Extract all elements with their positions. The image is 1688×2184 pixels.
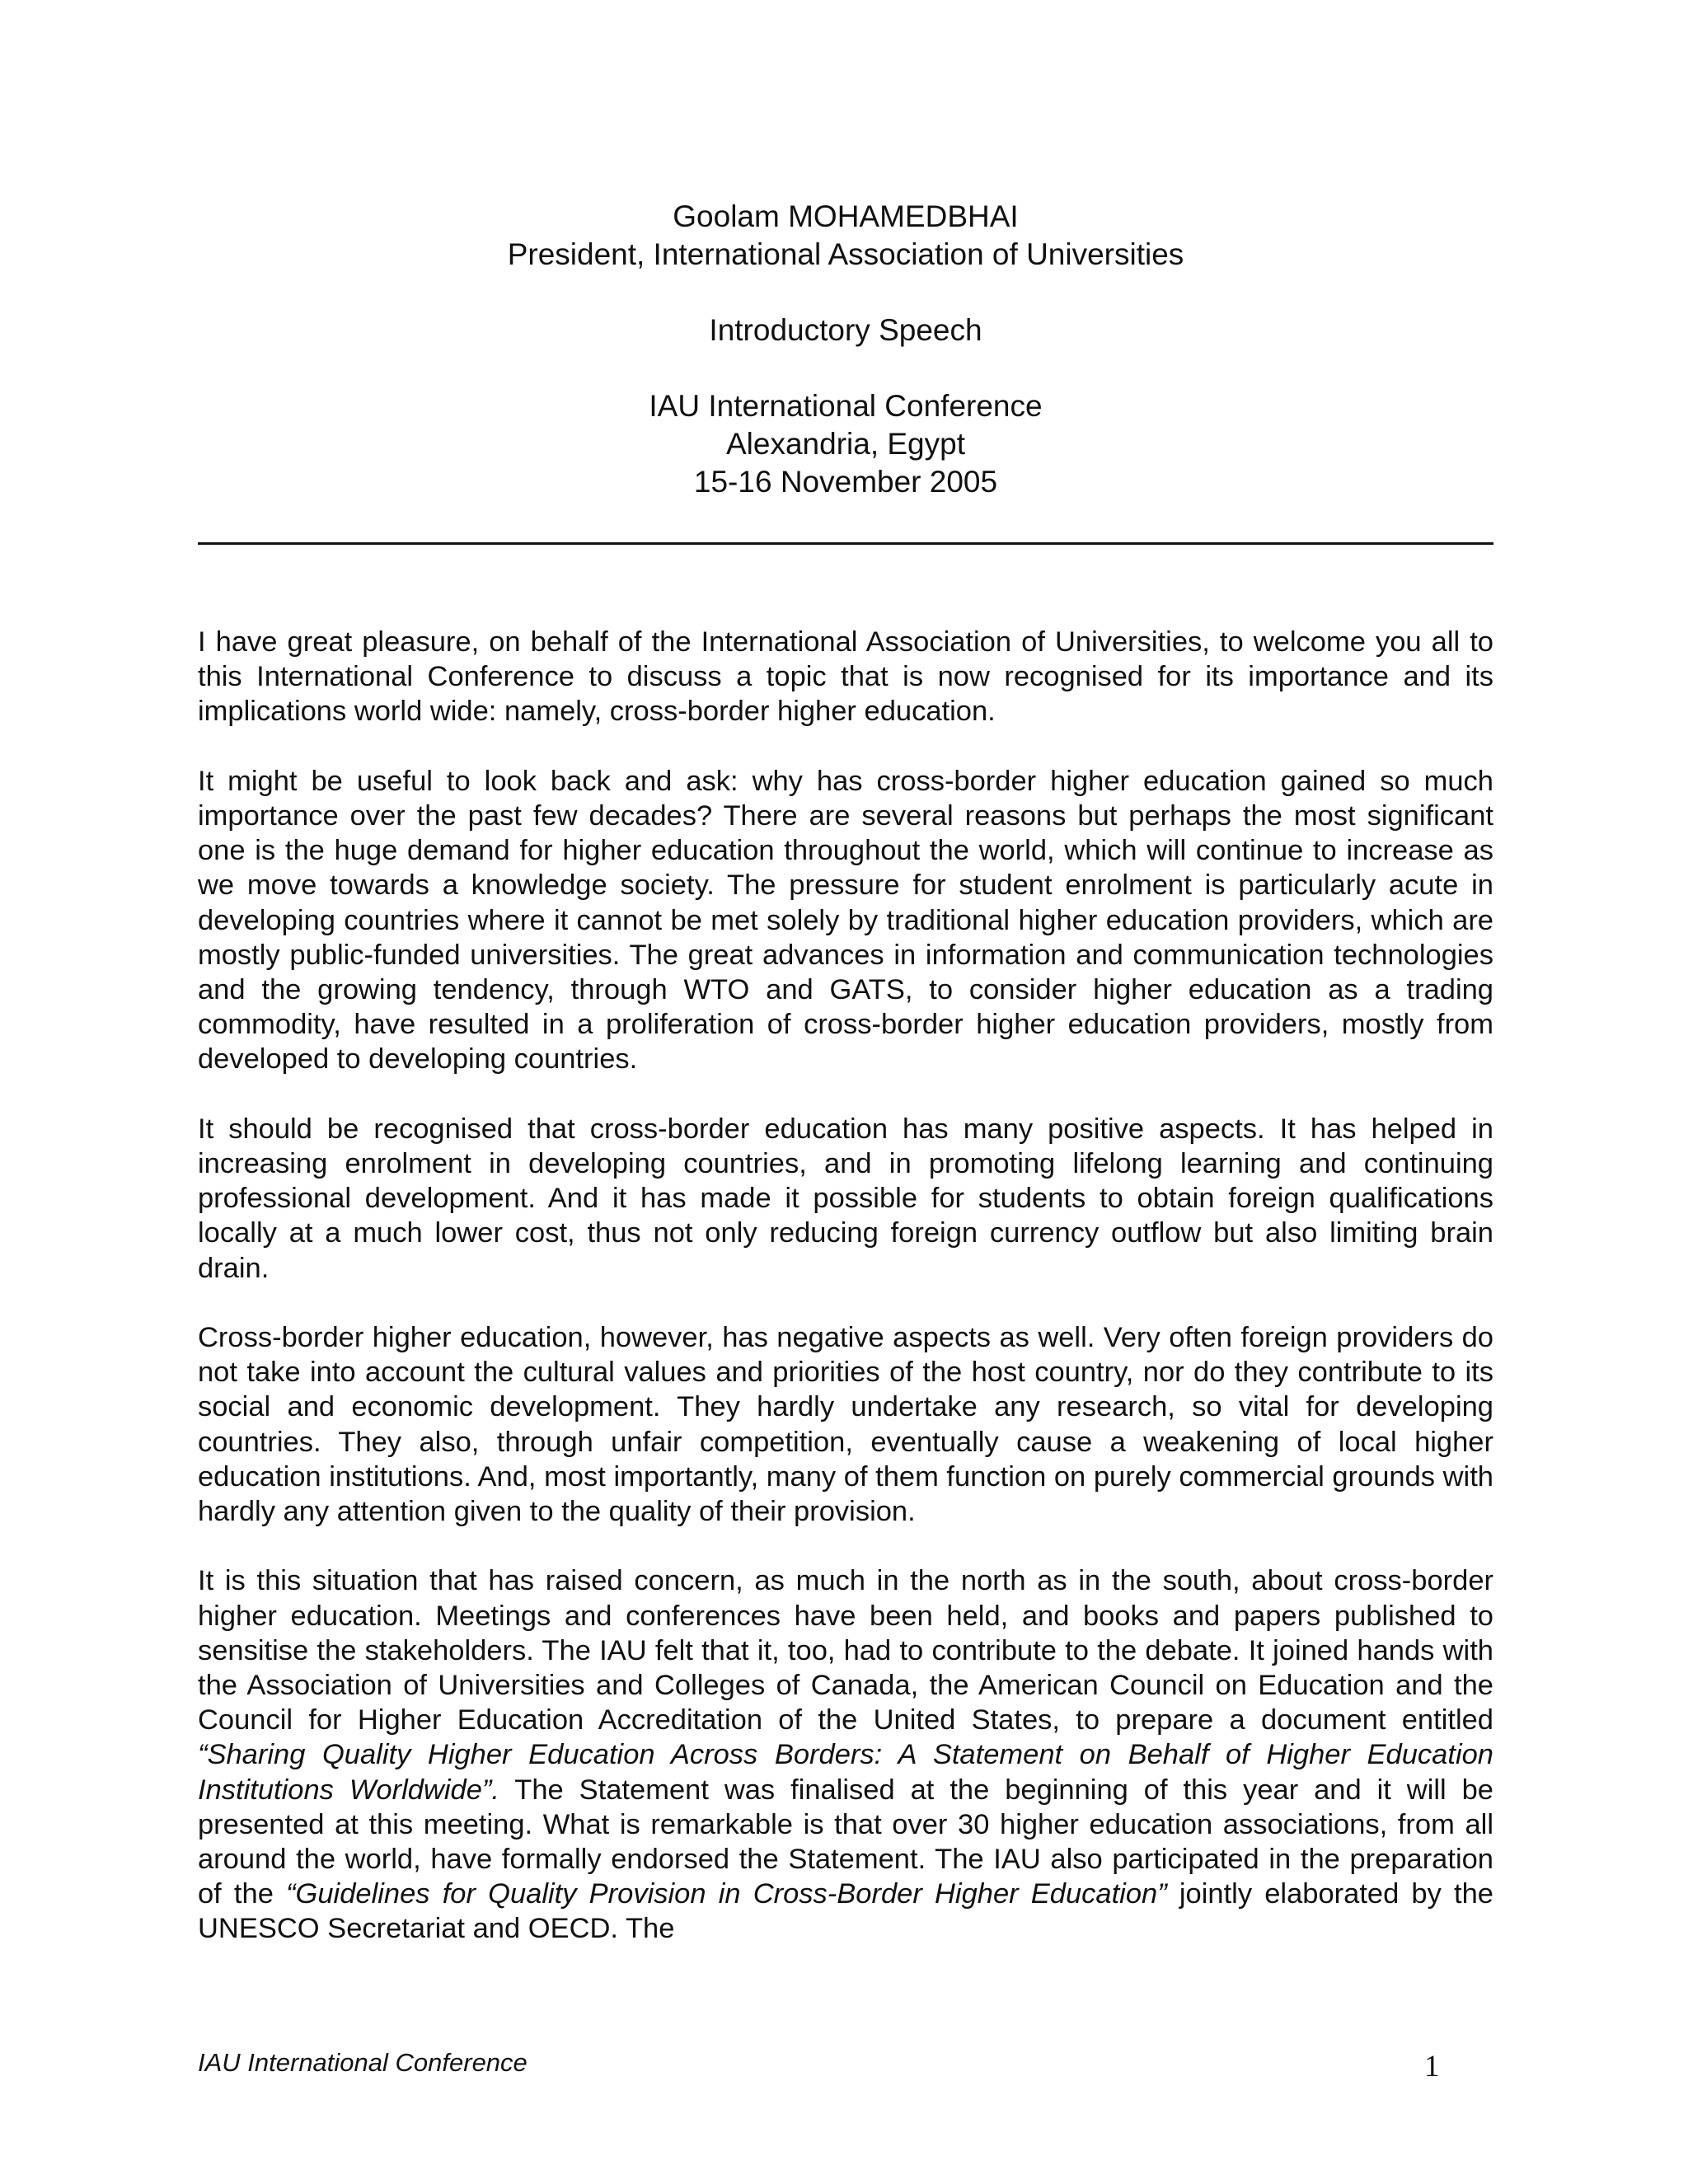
paragraph-1: I have great pleasure, on behalf of the International Association of Universities, to welcome you all to this International Conference to discuss a topic that is now recognised for its importance and its implications world wide: namely, cross-border higher education. — [198, 626, 1493, 728]
paragraph-5-part-c: jointly elaborated by the UNESCO Secretariat and OECD. The — [198, 1878, 1493, 1945]
page-number: 1 — [1424, 2050, 1440, 2083]
title-block — [198, 198, 1493, 501]
spacer — [198, 349, 1493, 387]
author-role: President, International Association of Universities — [507, 237, 1184, 271]
paragraph-5 — [198, 1563, 1493, 1946]
speech-title: Introductory Speech — [709, 313, 982, 347]
event-location: Alexandria, Egypt — [725, 427, 965, 461]
event-name: IAU International Conference — [649, 389, 1043, 423]
statement-title: “Sharing Quality Higher Education Across Borders: A Statement on Behalf of Higher Education Institutions Worldwide”. — [198, 1739, 1493, 1806]
guidelines-title: “Guidelines for Quality Provision in Cross-Border Higher Education” — [286, 1878, 1167, 1910]
paragraph-4: Cross-border higher education, however, has negative aspects as well. Very often foreign providers do not take into account the cultural values and priorities of the host country, nor do they contribute to its social and economic development. They hardly undertake any research, so vital for developing countries. They also, through unfair competition, eventually cause a weakening of local higher education institutions. And, most importantly, many of them function on purely commercial grounds with hardly any attention given to the quality of their provision. — [198, 1322, 1493, 1528]
horizontal-divider — [198, 542, 1493, 545]
paragraph-5-part-b: The Statement was finalised at the beginning of this year and it will be presented at this meeting. What is remarkable is that over 30 higher education associations, from all around the world, have formally endorsed the Statement. The IAU also participated in the preparation of the — [198, 1774, 1493, 1910]
speech-body — [198, 625, 1493, 1981]
paragraph-3: It should be recognised that cross-border education has many positive aspects. It has helped in increasing enrolment in developing countries, and in promoting lifelong learning and continuing professional development. And it has made it possible for students to obtain foreign qualifications locally at a much lower cost, thus not only reducing foreign currency outflow but also limiting brain drain. — [198, 1113, 1493, 1284]
footer-label: IAU International Conference — [198, 2048, 528, 2077]
event-date: 15-16 November 2005 — [693, 465, 998, 499]
author-name: Goolam MOHAMEDBHAI — [673, 199, 1019, 233]
paragraph-5-part-a: It is this situation that has raised concern, as much in the north as in the south, about cross-border higher education. Meetings and conferences have been held, and books and papers published to sensitise the stakeholders. The IAU felt that it, too, had to contribute to the debate. It joined hands with the Association of Universities and Colleges of Canada, the American Council on Education and the Council for Higher Education Accreditation of the United States, to prepare a document entitled — [198, 1565, 1493, 1736]
spacer — [198, 274, 1493, 312]
paragraph-2: It might be useful to look back and ask: why has cross-border higher education gained so much importance over the past few decades? There are several reasons but perhaps the most significant one is the huge demand for higher education throughout the world, which will continue to increase as we move towards a knowledge society. The pressure for student enrolment is particularly acute in developing countries where it cannot be met solely by traditional higher education providers, which are mostly public-funded universities. The great advances in information and communication technologies and the growing tendency, through WTO and GATS, to consider higher education as a trading commodity, have resulted in a proliferation of cross-border higher education providers, mostly from developed to developing countries. — [198, 765, 1493, 1076]
